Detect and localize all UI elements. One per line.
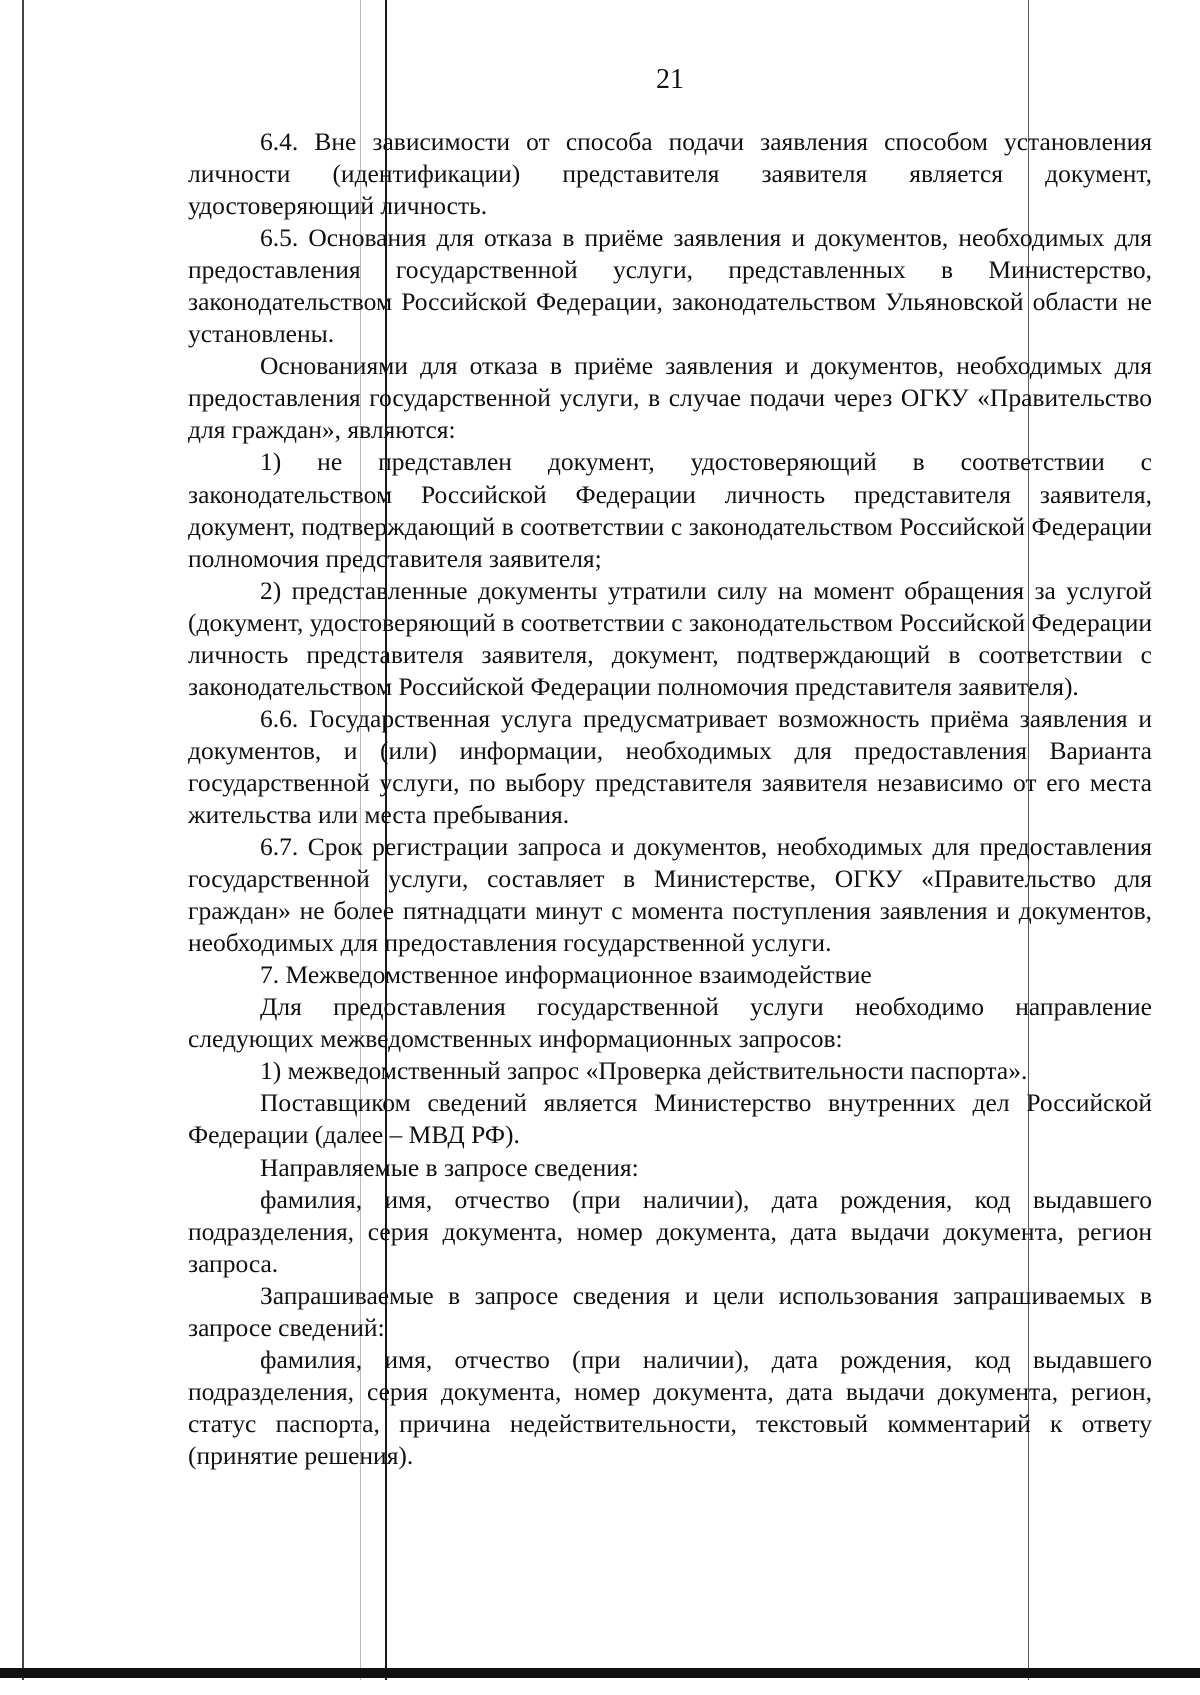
paragraph: 2) представленные документы утратили силу на момент обращения за услугой (документ, удостоверяющий в соответствии с законодательством Российской Федерации личность представителя заявителя, документ, подтверждающий в соответствии с законодательством Российской Федерации полномочия представителя заявителя). [188,575,1152,701]
paragraph: Для предоставления государственной услуги необходимо направление следующих межведомственных информационных запросов: [188,992,1152,1054]
paragraph: 6.5. Основания для отказа в приёме заявления и документов, необходимых для предоставления государственной услуги, представленных в Министерство, законодательством Российской Федерации, законодательством Ульяновской области не установлены. [188,223,1152,349]
paragraph: 1) межведомственный запрос «Проверка действительности паспорта». [260,1056,1028,1086]
scan-bottom-border [0,1668,1200,1678]
paragraph: 6.6. Государственная услуга предусматривает возможность приёма заявления и документов, и (или) информации, необходимых для предоставления Варианта государственной услуги, по выбору представителя заявителя независимо от его места жительства или места пребывания. [188,703,1152,829]
paragraph: 6.7. Срок регистрации запроса и документов, необходимых для предоставления государственной услуги, составляет в Министерстве, ОГКУ «Правительство для граждан» не более пятнадцати минут с момента поступления заявления и документов, необходимых для предоставления государственной услуги. [188,832,1152,958]
paragraph: фамилия, имя, отчество (при наличии), дата рождения, код выдавшего подразделения, серия документа, номер документа, дата выдачи документа, регион, статус паспорта, причина недействительности, текстовый комментарий к ответу (принятие решения). [188,1344,1152,1470]
paragraph: Поставщиком сведений является Министерство внутренних дел Российской Федерации (далее – МВД РФ). [188,1088,1152,1150]
scan-edge-line [22,0,24,1680]
paragraph: 6.4. Вне зависимости от способа подачи заявления способом установления личности (идентификации) представителя заявителя является документ, удостоверяющий личность. [188,127,1152,221]
section-heading: 7. Межведомственное информационное взаимодействие [260,960,872,990]
page-number: 21 [656,64,684,95]
paragraph: Запрашиваемые в запросе сведения и цели использования запрашиваемых в запросе сведений: [188,1280,1152,1342]
paragraph: 1) не представлен документ, удостоверяющий в соответствии с законодательством Российской Федерации личность представителя заявителя, документ, подтверждающий в соответствии с законодательством Российской Федерации полномочия представителя заявителя; [188,447,1152,573]
paragraph: Основаниями для отказа в приёме заявления и документов, необходимых для предоставления государственной услуги, в случае подачи через ОГКУ «Правительство для граждан», являются: [188,351,1152,445]
paragraph: фамилия, имя, отчество (при наличии), дата рождения, код выдавшего подразделения, серия документа, номер документа, дата выдачи документа, регион запроса. [188,1184,1152,1278]
document-body [188,126,1152,1472]
paragraph: Направляемые в запросе сведения: [260,1152,639,1182]
